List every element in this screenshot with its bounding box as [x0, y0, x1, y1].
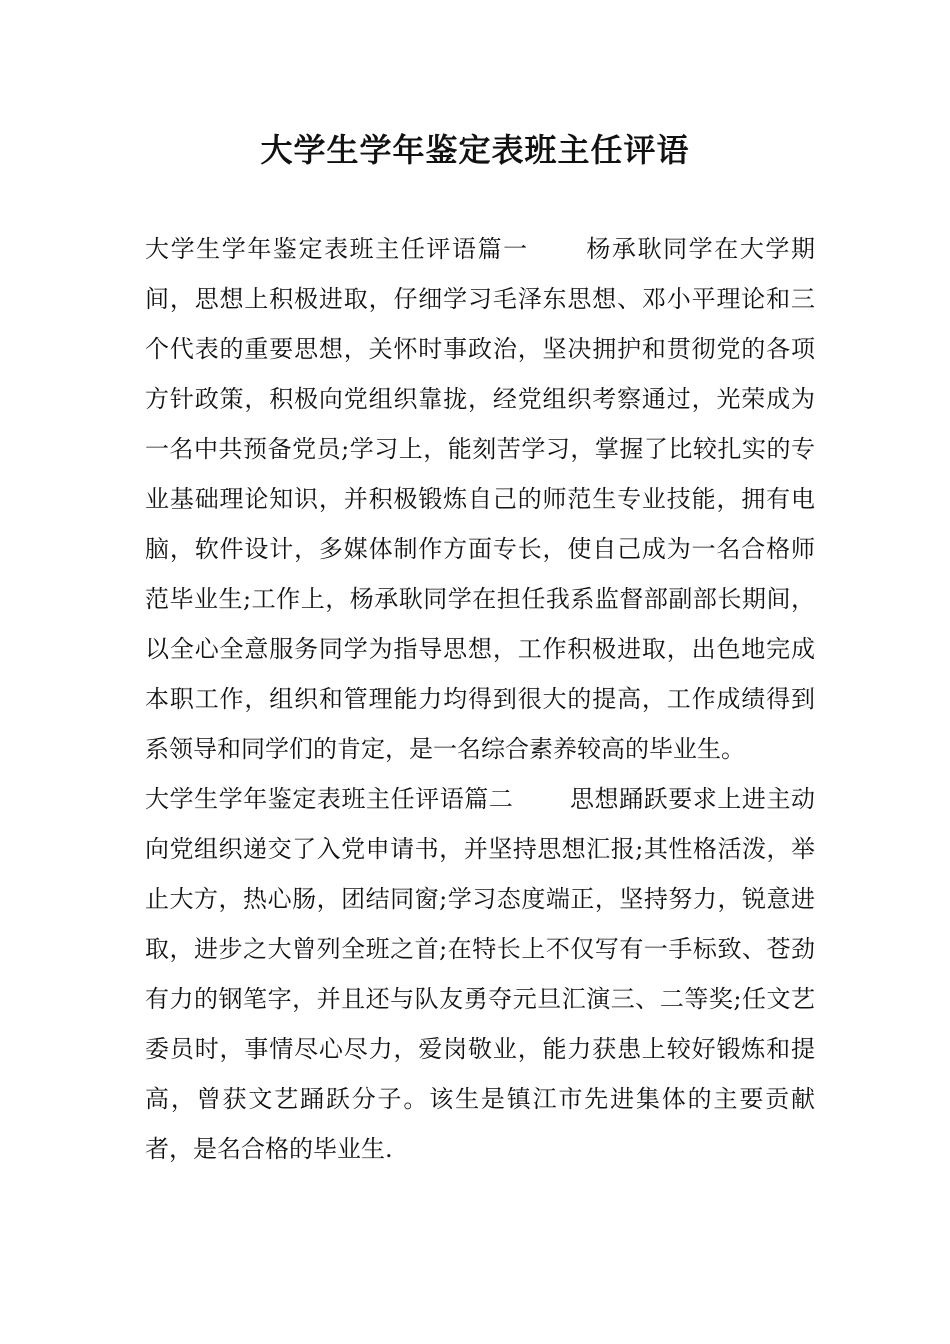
comment-paragraph-2	[145, 774, 815, 1174]
comment-paragraph-1	[145, 224, 815, 774]
document-title: 大学生学年鉴定表班主任评语	[260, 131, 690, 169]
paragraph-heading: 大学生学年鉴定表班主任评语篇一	[145, 235, 529, 263]
paragraph-text: 杨承耿同学在大学期间，思想上积极进取，仔细学习毛泽东思想、邓小平理论和三个代表的重要思想，关怀时事政治，坚决拥护和贯彻党的各项方针政策，积极向党组织靠拢，经党组织考察通过，光荣成为一名中共预备党员;学习上，能刻苦学习，掌握了比较扎实的专业基础理论知识，并积极锻炼自己的师范生专业技能，拥有电脑，软件设计，多媒体制作方面专长，使自己成为一名合格师范毕业生;工作上，杨承耿同学在担任我系监督部副部长期间，以全心全意服务同学为指导思想，工作积极进取，出色地完成本职工作，组织和管理能力均得到很大的提高，工作成绩得到系领导和同学们的肯定，是一名综合素养较高的毕业生。	[145, 235, 815, 763]
document-body	[145, 224, 815, 1174]
paragraph-heading: 大学生学年鉴定表班主任评语篇二	[145, 785, 514, 813]
paragraph-text: 思想踊跃要求上进主动向党组织递交了入党申请书，并坚持思想汇报;其性格活泼，举止大方，热心肠，团结同窗;学习态度端正，坚持努力，锐意进取，进步之大曾列全班之首;在特长上不仅写有一手标致、苍劲有力的钢笔字，并且还与队友勇夺元旦汇演三、二等奖;任文艺委员时，事情尽心尽力，爱岗敬业，能力获患上较好锻炼和提高，曾获文艺踊跃分子。该生是镇江市先进集体的主要贡献者，是名合格的毕业生.	[145, 785, 816, 1163]
